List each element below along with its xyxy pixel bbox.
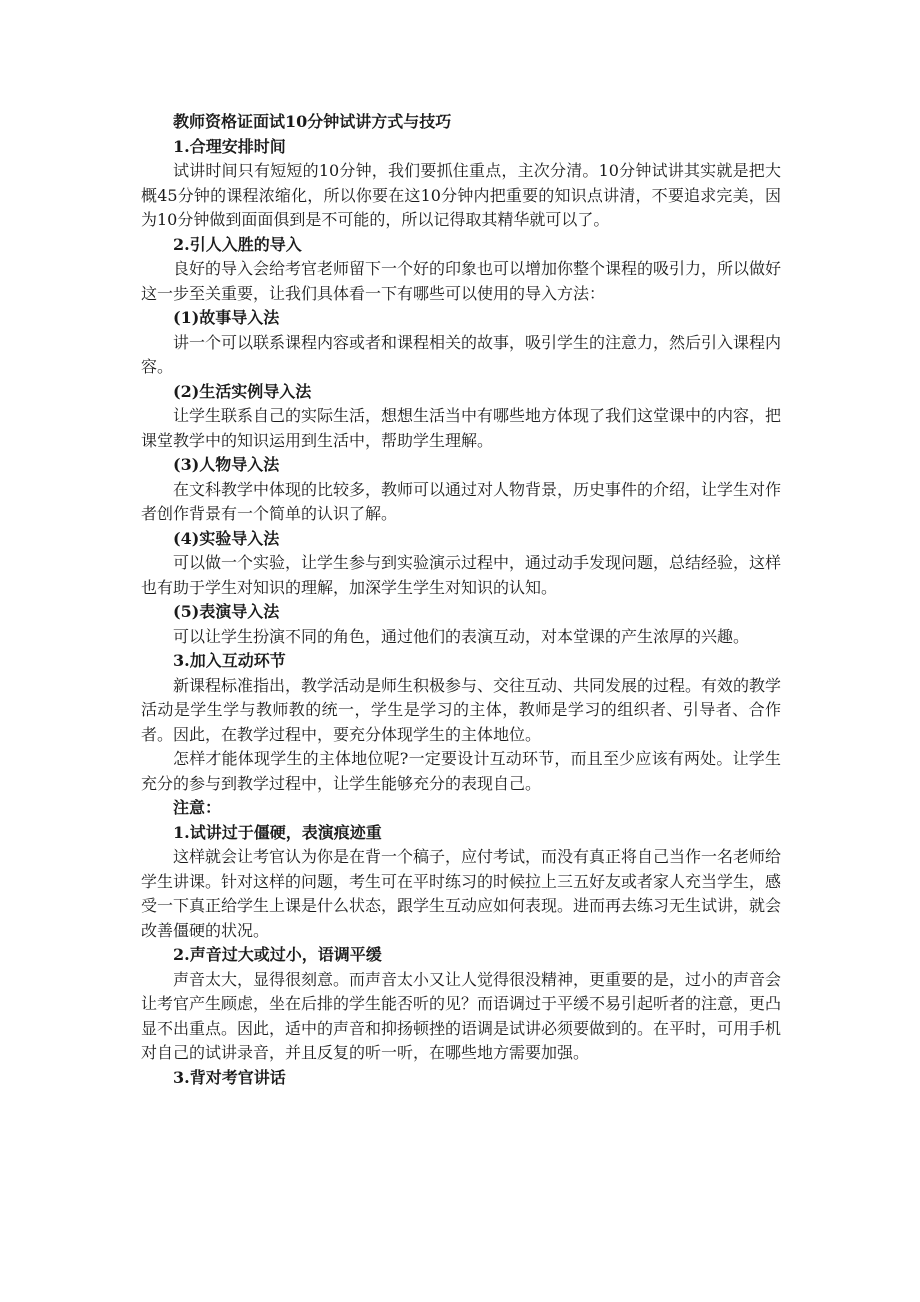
subsection-heading: (1)故事导入法	[173, 308, 280, 327]
subsection-heading: (2)生活实例导入法	[173, 381, 312, 401]
note-heading: 3.背对考官讲话	[173, 1067, 286, 1087]
section-heading: 1.合理安排时间	[173, 136, 286, 156]
paragraph: 让学生联系自己的实际生活，想想生活当中有哪些地方体现了我们这堂课中的内容，把课堂教学中的知识运用到生活中，帮助学生理解。	[141, 406, 782, 450]
subsection-heading: (5)表演导入法	[173, 602, 280, 621]
paragraph: 可以做一个实验，让学生参与到实验演示过程中，通过动手发现问题，总结经验，这样也有助于学生对知识的理解，加深学生学生对知识的认知。	[141, 553, 782, 597]
paragraph: 声音太大，显得很刻意。而声音太小又让人觉得很没精神，更重要的是，过小的声音会让考官产生顾虑，坐在后排的学生能否听的见？而语调过于平缓不易引起听者的注意，更凸显不出重点。因此，适中的声音和抑扬顿挫的语调是试讲必须要做到的。在平时，可用手机对自己的试讲录音，并且反复的听一听，在哪些地方需要加强。	[141, 969, 782, 1062]
subsection-heading: (4)实验导入法	[173, 528, 280, 548]
paragraph: 试讲时间只有短短的10分钟，我们要抓住重点，主次分清。10分钟试讲其实就是把大概45分钟的课程浓缩化，所以你要在这10分钟内把重要的知识点讲清，不要追求完美，因为10分钟做到面面俱到是不可能的，所以记得取其精华就可以了。	[141, 161, 781, 229]
document-title: 教师资格证面试10分钟试讲方式与技巧	[173, 112, 452, 131]
note-heading: 1.试讲过于僵硬，表演痕迹重	[173, 822, 382, 842]
paragraph: 可以让学生扮演不同的角色，通过他们的表演互动，对本堂课的产生浓厚的兴趣。	[173, 626, 750, 646]
subsection-heading: (3)人物导入法	[173, 455, 280, 474]
note-heading: 2.声音过大或过小，语调平缓	[173, 945, 382, 964]
section-heading: 2.引人入胜的导入	[173, 234, 302, 254]
notes-heading: 注意：	[173, 798, 222, 817]
paragraph: 在文科教学中体现的比较多，教师可以通过对人物背景，历史事件的介绍，让学生对作者创作背景有一个简单的认识了解。	[141, 479, 782, 523]
paragraph: 讲一个可以联系课程内容或者和课程相关的故事，吸引学生的注意力，然后引入课程内容。	[141, 332, 782, 376]
paragraph: 这样就会让考官认为你是在背一个稿子，应付考试，而没有真正将自己当作一名老师给学生讲课。针对这样的问题，考生可在平时练习的时候拉上三五好友或者家人充当学生，感受一下真正给学生上课是什么状态，跟学生互动应如何表现。进而再去练习无生试讲，就会改善僵硬的状况。	[141, 847, 782, 940]
section-heading: 3.加入互动环节	[173, 651, 286, 670]
paragraph: 新课程标准指出，教学活动是师生积极参与、交往互动、共同发展的过程。有效的教学活动是学生学与教师教的统一，学生是学习的主体，教师是学习的组织者、引导者、合作者。因此，在教学过程中，要充分体现学生的主体地位。	[141, 675, 782, 744]
paragraph: 怎样才能体现学生的主体地位呢?一定要设计互动环节，而且至少应该有两处。让学生充分的参与到教学过程中，让学生能够充分的表现自己。	[141, 749, 781, 793]
paragraph: 良好的导入会给考官老师留下一个好的印象也可以增加你整个课程的吸引力，所以做好这一步至关重要，让我们具体看一下有哪些可以使用的导入方法：	[141, 259, 782, 303]
document-body	[141, 110, 781, 1090]
